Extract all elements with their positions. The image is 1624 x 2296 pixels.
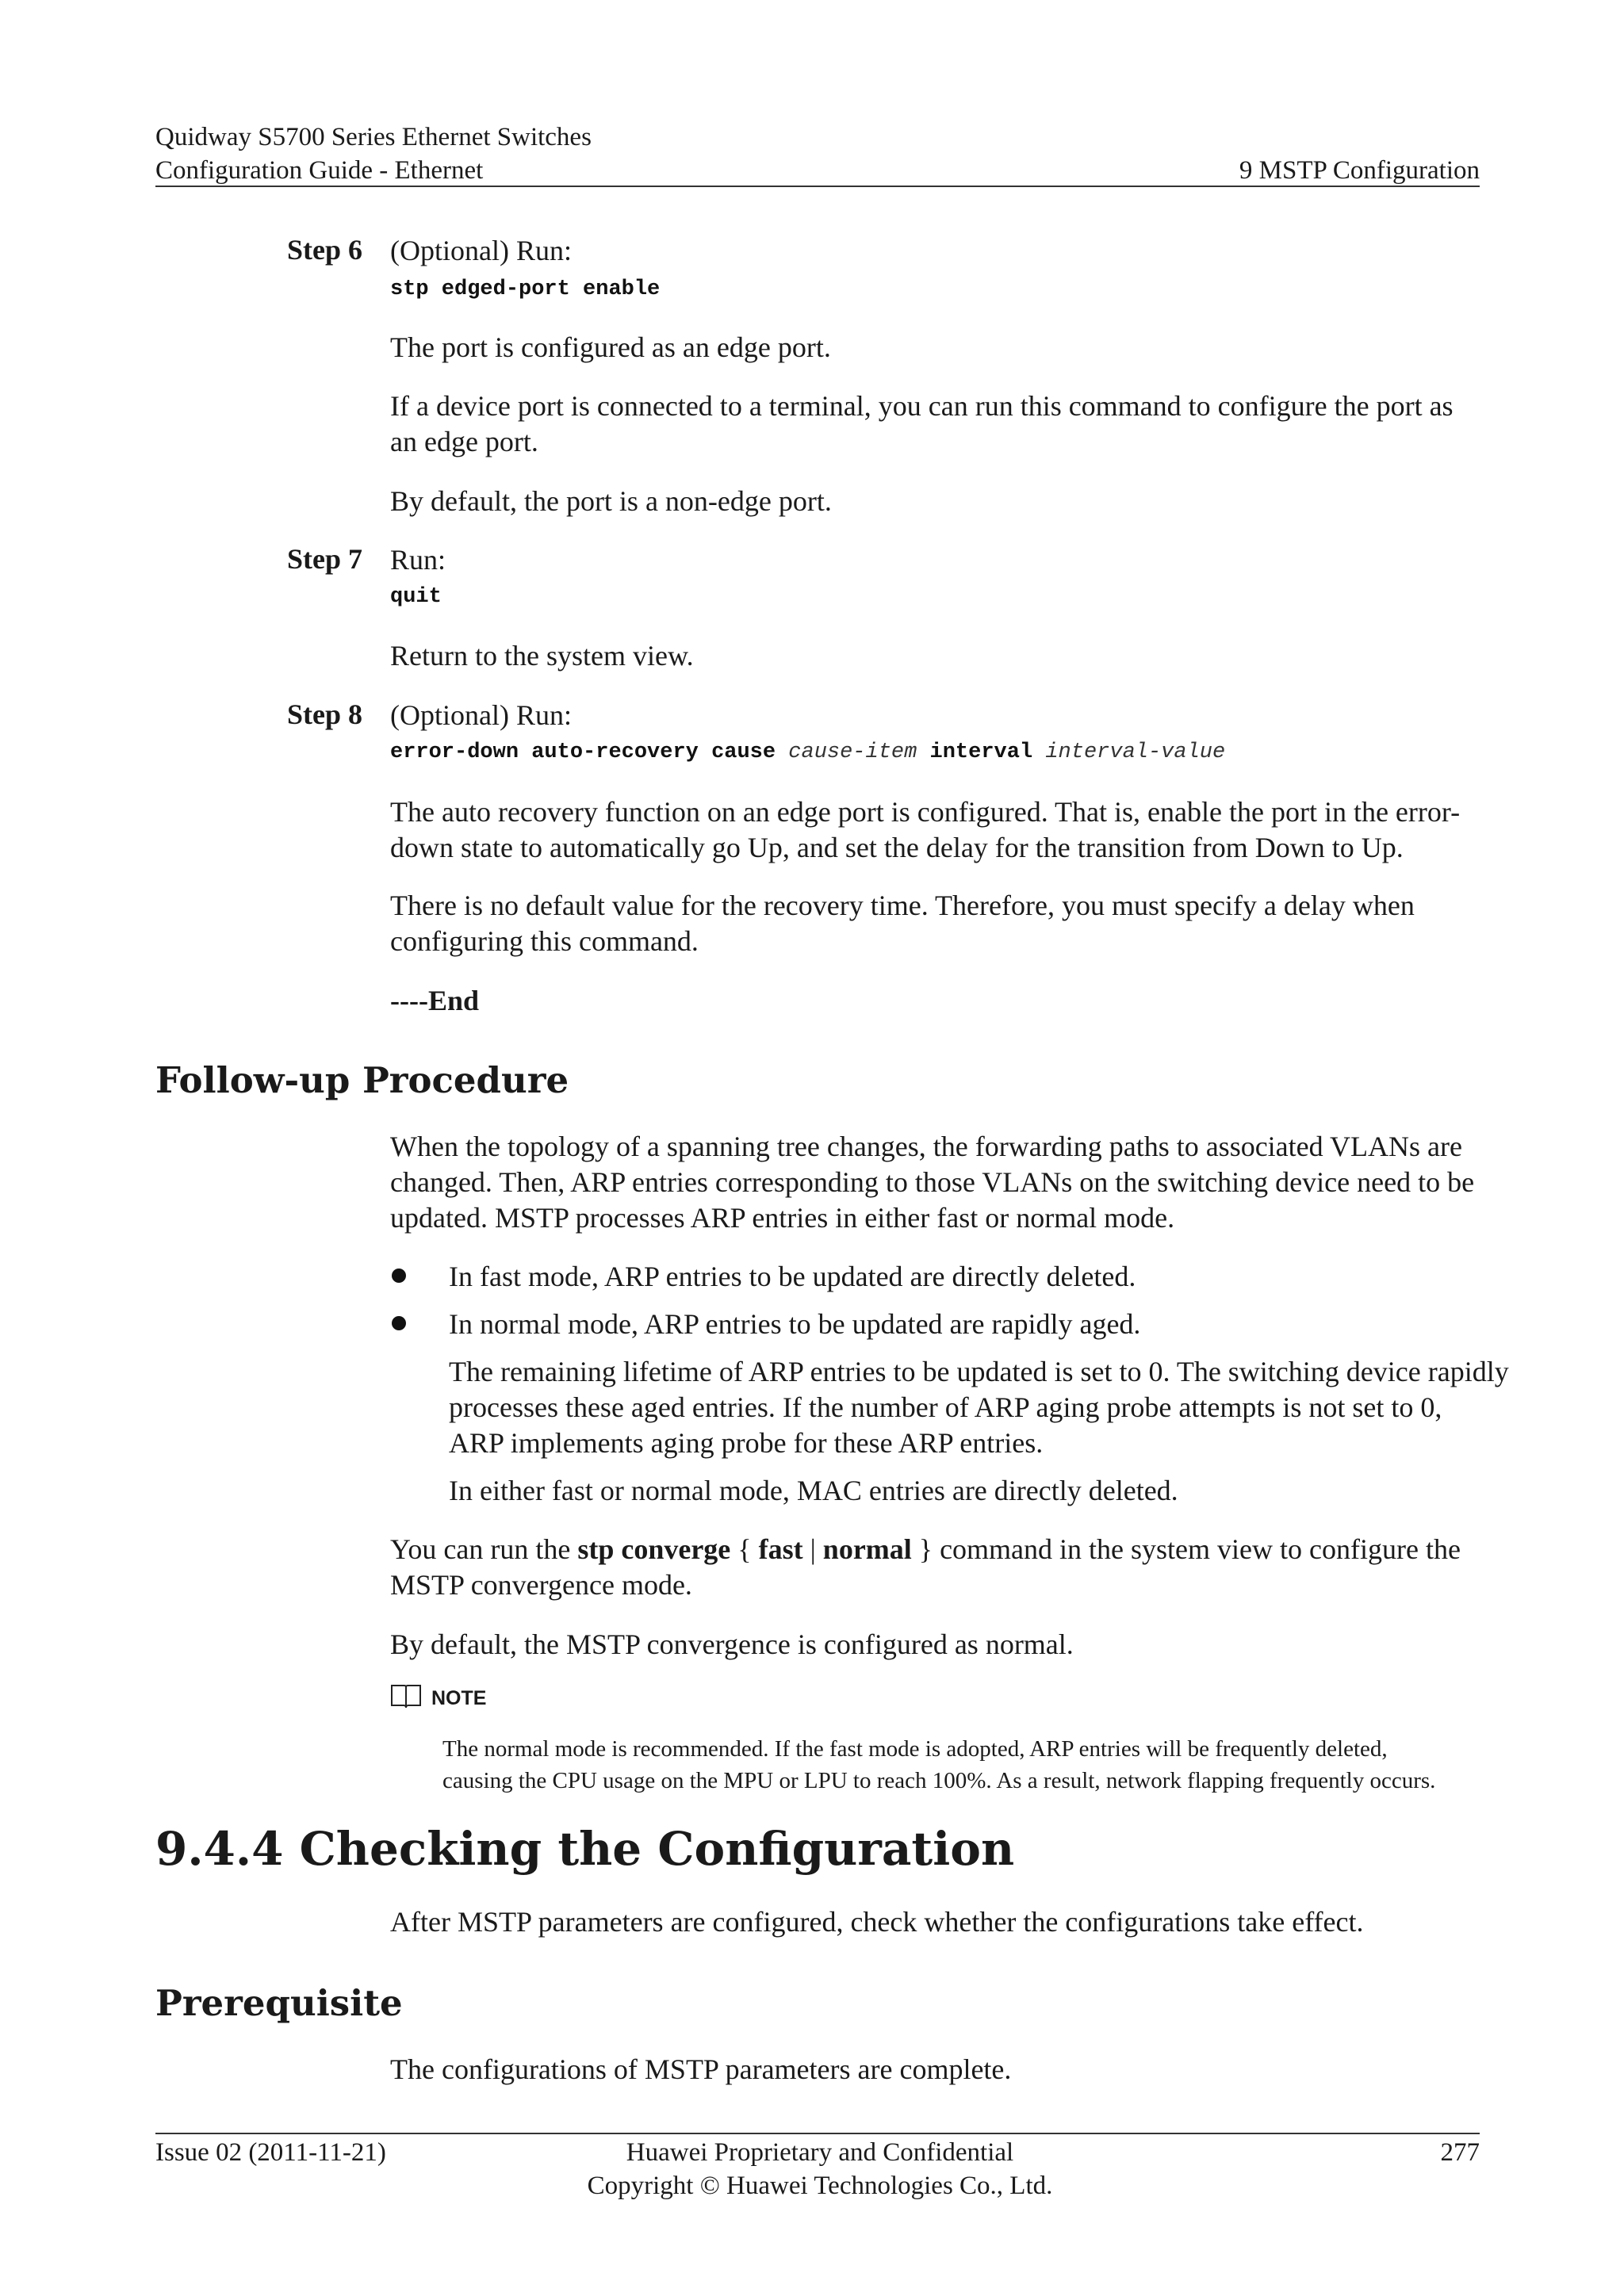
- step-8-label: Step 8: [287, 698, 363, 730]
- end-marker: ----End: [390, 985, 480, 1016]
- step-8-note-1: There is no default value for the recovery time. Therefore, you must specify a delay when: [390, 890, 1415, 921]
- text: {: [737, 1533, 752, 1565]
- footer-rule: [155, 2133, 1480, 2134]
- bullet-fast-mode: In fast mode, ARP entries to be updated are directly deleted.: [449, 1261, 1136, 1292]
- cmd-argument: cause-item: [788, 740, 917, 764]
- normal-mode-detail-1: The remaining lifetime of ARP entries to be updated is set to 0. The switching device rapidly: [449, 1356, 1509, 1387]
- normal-mode-detail-2: processes these aged entries. If the number of ARP aging probe attempts is not set to 0,: [449, 1391, 1442, 1423]
- cmd-argument: interval-value: [1045, 740, 1226, 764]
- section-intro: After MSTP parameters are configured, check whether the configurations take effect.: [390, 1906, 1364, 1938]
- converge-default: By default, the MSTP convergence is configured as normal.: [390, 1628, 1074, 1660]
- step-8-desc-2: down state to automatically go Up, and set the delay for the transition from Down to Up.: [390, 832, 1404, 863]
- prerequisite-text: The configurations of MSTP parameters are complete.: [390, 2053, 1012, 2085]
- step-6-desc: The port is configured as an edge port.: [390, 331, 831, 363]
- cmd-keyword: normal: [822, 1533, 912, 1565]
- text: }: [918, 1533, 933, 1565]
- normal-mode-detail-3: ARP implements aging probe for these ARP entries.: [449, 1427, 1044, 1459]
- note-line-2: causing the CPU usage on the MPU or LPU to reach 100%. As a result, network flapping frequently occurs.: [442, 1768, 1436, 1793]
- bullet-dot: [392, 1316, 406, 1330]
- text: You can run the: [390, 1533, 571, 1565]
- step-8-desc-1: The auto recovery function on an edge port is configured. That is, enable the port in the error-: [390, 796, 1461, 828]
- step-8-note-2: configuring this command.: [390, 925, 699, 957]
- cmd-keyword: interval: [929, 740, 1033, 764]
- step-6-detail-1: If a device port is connected to a terminal, you can run this command to configure the port as: [390, 390, 1454, 422]
- step-7-command: quit: [390, 585, 442, 609]
- step-6-label: Step 6: [287, 234, 363, 266]
- text: |: [810, 1533, 816, 1565]
- cmd-keyword: fast: [758, 1533, 803, 1565]
- mac-entries-note: In either fast or normal mode, MAC entries are directly deleted.: [449, 1475, 1178, 1506]
- followup-p1-line3: updated. MSTP processes ARP entries in either fast or normal mode.: [390, 1202, 1175, 1234]
- footer-confidential: Huawei Proprietary and Confidential: [626, 2138, 1014, 2167]
- book-icon: [390, 1682, 422, 1709]
- footer-copyright: Copyright © Huawei Technologies Co., Ltd.: [587, 2172, 1053, 2200]
- step-7-desc: Return to the system view.: [390, 640, 694, 672]
- step-6-default: By default, the port is a non-edge port.: [390, 485, 832, 517]
- header-chapter: 9 MSTP Configuration: [1239, 156, 1480, 185]
- note-line-1: The normal mode is recommended. If the fast mode is adopted, ARP entries will be frequently deleted,: [442, 1736, 1388, 1762]
- followup-p1-line1: When the topology of a spanning tree changes, the forwarding paths to associated VLANs are: [390, 1131, 1462, 1162]
- followup-p1-line2: changed. Then, ARP entries corresponding to those VLANs on the switching device need to be: [390, 1166, 1475, 1198]
- step-8-run: (Optional) Run:: [390, 699, 572, 731]
- step-6-run: (Optional) Run:: [390, 235, 572, 266]
- cmd-keyword: error-down auto-recovery cause: [390, 740, 776, 764]
- step-6-command: stp edged-port enable: [390, 277, 661, 301]
- header-rule: [155, 186, 1480, 187]
- followup-heading: Follow-up Procedure: [155, 1059, 569, 1101]
- footer-issue: Issue 02 (2011-11-21): [155, 2138, 386, 2167]
- step-6-detail-2: an edge port.: [390, 426, 538, 457]
- note-label: NOTE: [431, 1687, 487, 1709]
- header-guide: Configuration Guide - Ethernet: [155, 156, 484, 185]
- prerequisite-heading: Prerequisite: [155, 1982, 403, 2024]
- converge-command-line: [390, 1532, 1461, 1567]
- step-7-label: Step 7: [287, 543, 363, 575]
- step-8-command: [390, 740, 1225, 764]
- bullet-dot: [392, 1269, 406, 1283]
- header-product: Quidway S5700 Series Ethernet Switches: [155, 123, 592, 151]
- text: command in the system view to configure the: [940, 1533, 1461, 1565]
- converge-command-line-2: MSTP convergence mode.: [390, 1569, 692, 1601]
- section-heading: 9.4.4 Checking the Configuration: [155, 1822, 1015, 1876]
- bullet-normal-mode: In normal mode, ARP entries to be updated are rapidly aged.: [449, 1308, 1141, 1340]
- cmd-keyword: stp converge: [577, 1533, 731, 1565]
- page-number: 277: [1440, 2138, 1480, 2167]
- step-7-run: Run:: [390, 544, 446, 576]
